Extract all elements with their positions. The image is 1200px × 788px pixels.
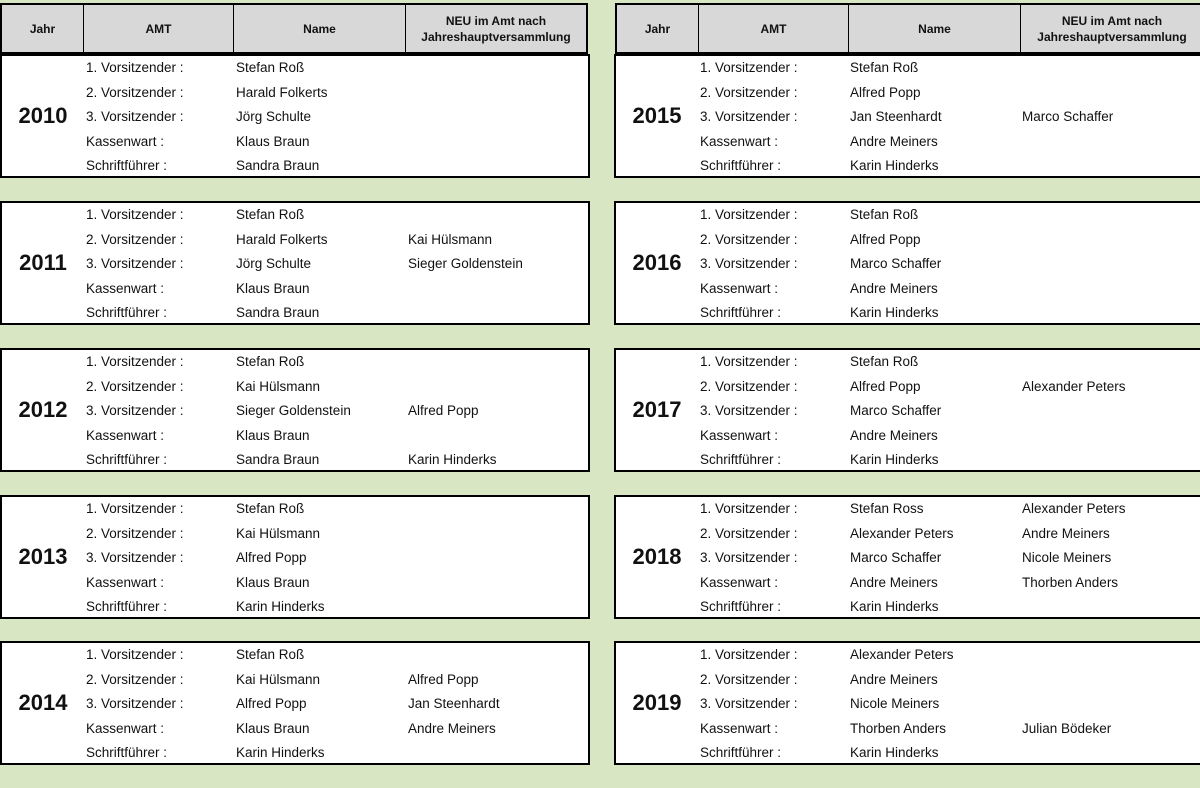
office-holder: Stefan Roß — [850, 207, 919, 222]
year-label: 2014 — [18, 690, 68, 715]
office-holder: Karin Hinderks — [236, 745, 325, 760]
office-holder: Klaus Braun — [236, 574, 310, 590]
header-neu — [406, 5, 586, 52]
new-office-holder: Nicole Meiners — [1022, 550, 1112, 565]
header-left — [0, 3, 588, 54]
office-row — [2, 522, 588, 546]
office-row — [616, 81, 1200, 105]
office-label: 2. Vorsitzender : — [700, 671, 798, 687]
header-right — [615, 3, 1200, 54]
office-holder: Stefan Roß — [236, 207, 305, 222]
office-label: Kassenwart : — [700, 720, 779, 736]
header-amt: AMT — [84, 5, 234, 52]
office-row — [616, 571, 1200, 595]
year-label: 2010 — [18, 103, 68, 128]
year-block — [614, 495, 1200, 619]
office-row — [2, 741, 588, 765]
office-row — [616, 228, 1200, 252]
office-row — [2, 105, 588, 129]
office-row — [616, 203, 1200, 227]
new-office-holder: Karin Hinderks — [408, 452, 497, 467]
office-holder: Klaus Braun — [236, 133, 310, 149]
office-row — [616, 595, 1200, 619]
office-holder: Andre Meiners — [850, 671, 938, 687]
office-row — [2, 81, 588, 105]
office-label: Schriftführer : — [700, 158, 782, 173]
office-holder: Karin Hinderks — [850, 305, 939, 320]
office-row — [616, 56, 1200, 80]
office-row — [2, 154, 588, 178]
header-name: Name — [234, 5, 406, 52]
office-row — [2, 668, 588, 692]
new-office-holder: Alfred Popp — [408, 671, 479, 687]
office-label: Schriftführer : — [700, 305, 782, 320]
office-label: Schriftführer : — [86, 599, 168, 614]
office-row — [616, 448, 1200, 472]
office-row — [2, 595, 588, 619]
office-holder: Kai Hülsmann — [236, 378, 321, 394]
year-block — [614, 54, 1200, 178]
office-holder: Andre Meiners — [850, 427, 938, 443]
office-label: 2. Vorsitzender : — [86, 671, 184, 687]
header-neu — [1021, 5, 1200, 52]
year-label: 2018 — [632, 544, 682, 569]
office-label: 3. Vorsitzender : — [86, 550, 184, 565]
office-holder: Sandra Braun — [236, 305, 320, 320]
office-holder: Andre Meiners — [850, 574, 938, 590]
office-label: 3. Vorsitzender : — [700, 256, 798, 271]
office-holder: Harald Folkerts — [236, 84, 328, 100]
office-label: 2. Vorsitzender : — [86, 378, 184, 394]
year-block — [614, 641, 1200, 765]
header-jahr: Jahr — [2, 5, 84, 52]
year-label: 2016 — [632, 250, 682, 275]
new-office-holder: Marco Schaffer — [1022, 109, 1114, 124]
year-label: 2019 — [632, 690, 682, 715]
year-block — [0, 495, 590, 619]
office-holder: Alfred Popp — [850, 231, 921, 247]
office-label: Schriftführer : — [700, 745, 782, 760]
office-holder: Jörg Schulte — [236, 109, 312, 124]
new-office-holder: Andre Meiners — [1022, 525, 1110, 541]
office-row — [2, 375, 588, 399]
office-label: Kassenwart : — [86, 720, 165, 736]
office-holder: Stefan Ross — [850, 501, 924, 516]
year-block — [0, 54, 590, 178]
new-office-holder: Julian Bödeker — [1022, 720, 1112, 736]
office-label: 1. Vorsitzender : — [700, 501, 798, 516]
office-row — [616, 301, 1200, 325]
office-row — [616, 375, 1200, 399]
office-label: Schriftführer : — [86, 305, 168, 320]
office-label: Kassenwart : — [86, 133, 165, 149]
office-row — [616, 692, 1200, 716]
office-holder: Stefan Roß — [850, 60, 919, 75]
office-holder: Stefan Roß — [850, 354, 919, 369]
office-label: 3. Vorsitzender : — [700, 109, 798, 124]
office-row — [616, 497, 1200, 521]
office-holder: Jörg Schulte — [236, 256, 312, 271]
office-holder: Jan Steenhardt — [850, 109, 942, 124]
office-holder: Alfred Popp — [850, 84, 921, 100]
office-label: 1. Vorsitzender : — [700, 60, 798, 75]
office-holder: Klaus Braun — [236, 720, 310, 736]
office-row — [2, 228, 588, 252]
new-office-holder: Thorben Anders — [1022, 574, 1119, 590]
office-label: Kassenwart : — [700, 280, 779, 296]
office-row — [616, 105, 1200, 129]
office-row — [616, 154, 1200, 178]
office-label: Kassenwart : — [700, 133, 779, 149]
office-holder: Andre Meiners — [850, 133, 938, 149]
office-holder: Thorben Anders — [850, 720, 947, 736]
header-neu-line2: Jahreshauptversammlung — [1037, 29, 1187, 44]
year-block — [0, 348, 590, 472]
office-holder: Sandra Braun — [236, 452, 320, 467]
office-label: 3. Vorsitzender : — [700, 550, 798, 565]
year-label: 2012 — [18, 397, 68, 422]
office-row — [2, 399, 588, 423]
office-label: 2. Vorsitzender : — [700, 378, 798, 394]
office-row — [616, 643, 1200, 667]
office-holder: Karin Hinderks — [850, 599, 939, 614]
office-label: 1. Vorsitzender : — [86, 60, 184, 75]
office-holder: Alfred Popp — [236, 550, 307, 565]
office-row — [2, 277, 588, 301]
office-row — [2, 643, 588, 667]
header-neu-line1: NEU im Amt nach — [445, 13, 547, 28]
office-label: 3. Vorsitzender : — [86, 403, 184, 418]
office-label: 2. Vorsitzender : — [86, 231, 184, 247]
office-holder: Andre Meiners — [850, 280, 938, 296]
office-label: 1. Vorsitzender : — [700, 207, 798, 222]
office-holder: Stefan Roß — [236, 647, 305, 662]
year-label: 2013 — [18, 544, 68, 569]
office-label: 3. Vorsitzender : — [86, 696, 184, 711]
office-label: 1. Vorsitzender : — [86, 501, 184, 516]
office-row — [2, 497, 588, 521]
office-holder: Klaus Braun — [236, 280, 310, 296]
office-label: Schriftführer : — [86, 452, 168, 467]
office-row — [2, 203, 588, 227]
office-holder: Karin Hinderks — [850, 452, 939, 467]
office-label: Schriftführer : — [700, 452, 782, 467]
office-holder: Marco Schaffer — [850, 550, 942, 565]
office-label: Kassenwart : — [86, 427, 165, 443]
office-row — [616, 668, 1200, 692]
header-amt: AMT — [699, 5, 849, 52]
office-holder: Nicole Meiners — [850, 696, 940, 711]
office-holder: Alexander Peters — [850, 647, 954, 662]
office-row — [2, 448, 588, 472]
header-neu-line1: NEU im Amt nach — [1061, 13, 1163, 28]
office-row — [616, 277, 1200, 301]
office-holder: Sandra Braun — [236, 158, 320, 173]
office-row — [2, 717, 588, 741]
office-holder: Marco Schaffer — [850, 256, 942, 271]
year-block — [0, 201, 590, 325]
office-row — [616, 424, 1200, 448]
office-holder: Stefan Roß — [236, 501, 305, 516]
office-holder: Karin Hinderks — [850, 745, 939, 760]
office-holder: Stefan Roß — [236, 60, 305, 75]
office-row — [2, 546, 588, 570]
office-label: Schriftführer : — [86, 745, 168, 760]
office-holder: Alexander Peters — [850, 525, 954, 541]
office-row — [616, 399, 1200, 423]
office-label: 2. Vorsitzender : — [86, 525, 184, 541]
header-jahr: Jahr — [617, 5, 699, 52]
office-row — [2, 424, 588, 448]
office-label: 1. Vorsitzender : — [700, 647, 798, 662]
office-row — [2, 301, 588, 325]
office-holder: Harald Folkerts — [236, 231, 328, 247]
office-label: 3. Vorsitzender : — [86, 256, 184, 271]
office-label: 3. Vorsitzender : — [700, 696, 798, 711]
office-holder: Alfred Popp — [850, 378, 921, 394]
office-row — [2, 56, 588, 80]
office-label: Schriftführer : — [86, 158, 168, 173]
office-label: Kassenwart : — [86, 574, 165, 590]
new-office-holder: Kai Hülsmann — [408, 231, 493, 247]
office-label: 1. Vorsitzender : — [700, 354, 798, 369]
office-row — [616, 522, 1200, 546]
office-row — [616, 546, 1200, 570]
office-label: 1. Vorsitzender : — [86, 207, 184, 222]
year-block — [614, 348, 1200, 472]
office-row — [2, 350, 588, 374]
office-label: 3. Vorsitzender : — [86, 109, 184, 124]
office-holder: Kai Hülsmann — [236, 525, 321, 541]
office-row — [616, 741, 1200, 765]
office-row — [616, 717, 1200, 741]
office-label: 1. Vorsitzender : — [86, 354, 184, 369]
office-holder: Sieger Goldenstein — [236, 403, 351, 418]
year-label: 2015 — [632, 103, 682, 128]
office-label: 1. Vorsitzender : — [86, 647, 184, 662]
office-holder: Klaus Braun — [236, 427, 310, 443]
office-label: 2. Vorsitzender : — [700, 231, 798, 247]
office-label: Kassenwart : — [700, 427, 779, 443]
office-label: 3. Vorsitzender : — [700, 403, 798, 418]
new-office-holder: Alexander Peters — [1022, 378, 1126, 394]
office-row — [616, 252, 1200, 276]
office-label: Schriftführer : — [700, 599, 782, 614]
office-holder: Marco Schaffer — [850, 403, 942, 418]
office-label: Kassenwart : — [700, 574, 779, 590]
office-holder: Karin Hinderks — [850, 158, 939, 173]
header-neu-line2: Jahreshauptversammlung — [421, 29, 571, 44]
office-holder: Karin Hinderks — [236, 599, 325, 614]
office-row — [2, 571, 588, 595]
new-office-holder: Sieger Goldenstein — [408, 256, 523, 271]
office-row — [2, 692, 588, 716]
new-office-holder: Alfred Popp — [408, 403, 479, 418]
year-label: 2011 — [19, 250, 67, 275]
new-office-holder: Andre Meiners — [408, 720, 496, 736]
office-row — [2, 252, 588, 276]
new-office-holder: Alexander Peters — [1022, 501, 1126, 516]
year-block — [0, 641, 590, 765]
office-row — [2, 130, 588, 154]
office-label: 2. Vorsitzender : — [700, 84, 798, 100]
office-label: 2. Vorsitzender : — [700, 525, 798, 541]
office-label: Kassenwart : — [86, 280, 165, 296]
office-row — [616, 350, 1200, 374]
new-office-holder: Jan Steenhardt — [408, 696, 500, 711]
year-block — [614, 201, 1200, 325]
office-holder: Stefan Roß — [236, 354, 305, 369]
office-label: 2. Vorsitzender : — [86, 84, 184, 100]
office-holder: Alfred Popp — [236, 696, 307, 711]
office-holder: Kai Hülsmann — [236, 671, 321, 687]
header-name: Name — [849, 5, 1021, 52]
year-label: 2017 — [632, 397, 682, 422]
office-row — [616, 130, 1200, 154]
